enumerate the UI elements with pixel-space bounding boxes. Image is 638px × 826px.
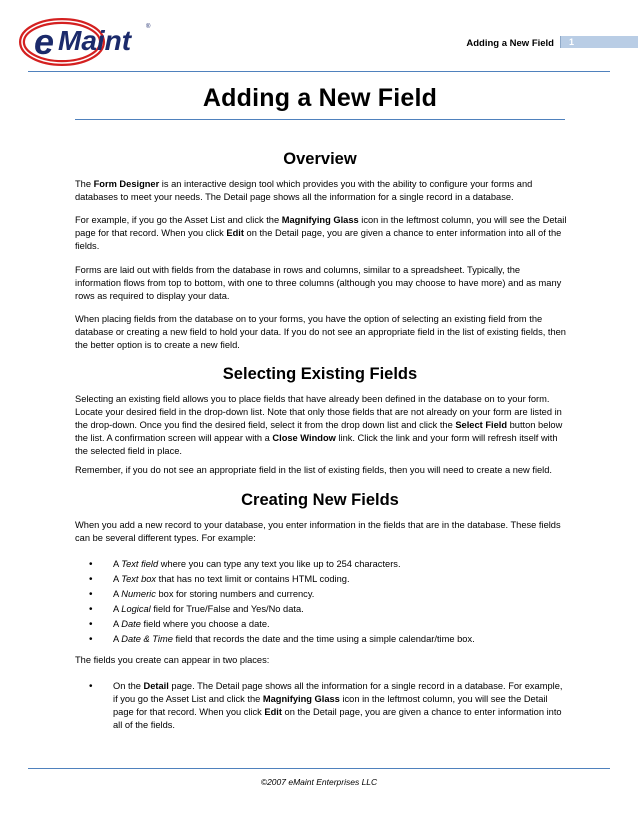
bullet-icon: • [89,619,93,630]
text-run: field where you choose a date. [140,619,270,629]
creating-heading: Creating New Fields [241,491,399,509]
page-number: 1 [569,37,575,47]
overview-paragraph-2 [75,214,567,253]
text-run: The fields you create can appear in two places: [75,655,270,665]
overview-paragraph-1 [75,178,567,204]
list-item [75,633,567,646]
bold-term: Edit [226,228,244,238]
bullet-icon: • [89,634,93,645]
italic-term: Date [121,619,141,629]
list-item [75,573,567,586]
text-run: page. The Detail page shows all the information for a single record in a database. For example, if you go the Asset List and click the [113,681,563,704]
list-item-text [113,574,350,584]
italic-term: Text field [121,559,159,569]
text-run: Forms are laid out with fields from the database in rows and columns, similar to a spreadsheet. Typically, the information flows from top to bottom, with one to three columns (although you may choose to have more) and as many rows as required to display your data. [75,265,562,301]
list-item-text [113,634,475,644]
text-run: Selecting an existing field allows you to place fields that have already been defined in the database on to your form. Locate your desired field in the drop-down list. Note that only those fields that are not already on your form are listed in the drop-down. Once you find the desired field, select it from the drop down list and click the [75,394,562,430]
text-run: that has no text limit or contains HTML coding. [156,574,350,584]
selecting-paragraph-2 [75,464,567,477]
list-item-text [113,681,562,730]
bullet-icon: • [89,604,93,615]
text-run: The [75,179,94,189]
bold-term: Magnifying Glass [281,215,359,225]
field-types-list [75,558,567,648]
list-item [75,603,567,616]
list-item-text [113,559,401,569]
emaint-logo [18,12,160,68]
text-run: is an interactive design tool which provides you with the ability to configure your forms and databases to meet your needs. The Detail page shows all the information for a single record in a database. [75,179,533,202]
bold-term: Magnifying Glass [262,694,340,704]
places-list [75,680,567,732]
text-run: field for True/False and Yes/No data. [150,604,304,614]
bullet-icon: • [89,559,93,570]
bold-term: Select Field [455,420,508,430]
overview-paragraph-4 [75,313,567,352]
list-item-text [113,619,270,629]
list-item-text [113,604,304,614]
list-item-text [113,589,314,599]
creating-paragraph-1 [75,519,567,545]
text-run: icon in the leftmost column, you will see the Detail page for that record. When you click [75,215,567,238]
list-item [75,680,567,732]
list-item [75,558,567,571]
creating-paragraph-2 [75,654,567,667]
text-run: field that records the date and the time using a simple calendar/time box. [172,634,475,644]
logo-wordmark: Maint [58,25,132,56]
bold-term: Form Designer [93,179,160,189]
overview-heading: Overview [283,150,357,168]
text-run: A [113,559,122,569]
header-title: Adding a New Field [466,38,554,49]
header-rule [28,71,610,72]
text-run: A [113,604,122,614]
text-run: on the Detail page, you are given a chance to enter information into all of the fields. [75,228,562,251]
text-run: On the [113,681,144,691]
logo-trademark: ® [146,24,151,30]
bold-term: Close Window [272,433,336,443]
text-run: button below the list. A confirmation screen will appear with a [75,420,563,443]
italic-term: Logical [121,604,151,614]
italic-term: Date & Time [121,634,173,644]
text-run: box for storing numbers and currency. [155,589,315,599]
title-rule [75,119,565,120]
footer-rule [28,768,610,769]
bullet-icon: • [89,589,93,600]
text-run: A [113,589,122,599]
text-run: icon in the leftmost column, you will see the Detail page for that record. When you click [113,694,548,717]
list-item [75,618,567,631]
logo-e-letter: e [34,21,55,62]
overview-paragraph-3 [75,264,567,303]
italic-term: Numeric [121,589,156,599]
page-number-box [560,36,638,48]
footer-copyright: ©2007 eMaint Enterprises LLC [260,777,378,787]
text-run: A [113,634,122,644]
bold-term: Edit [264,707,282,717]
text-run: When placing fields from the database on to your forms, you have the option of selecting an existing field from the database or creating a new field to hold your data. If you do not see an appropriate field in the list of existing fields, then the better option is to create a new field. [75,314,566,350]
bullet-icon: • [89,681,93,692]
text-run: A [113,619,122,629]
text-run: where you can type any text you like up to 254 characters. [158,559,401,569]
document-title: Adding a New Field [202,84,438,112]
text-run: When you add a new record to your database, you enter information in the fields that are in the database. These fields can be several different types. For example: [75,520,561,543]
text-run: Remember, if you do not see an appropriate field in the list of existing fields, then you will need to create a new field. [75,465,552,475]
text-run: link. Click the link and your form will refresh itself with the selected field in place. [75,433,558,456]
italic-term: Text box [121,574,157,584]
selecting-heading: Selecting Existing Fields [222,365,418,383]
bold-term: Detail [143,681,169,691]
text-run: on the Detail page, you are given a chance to enter information into all of the fields. [113,707,562,730]
text-run: A [113,574,122,584]
list-item [75,588,567,601]
selecting-paragraph-1 [75,393,567,458]
text-run: For example, if you go the Asset List and click the [75,215,282,225]
bullet-icon: • [89,574,93,585]
